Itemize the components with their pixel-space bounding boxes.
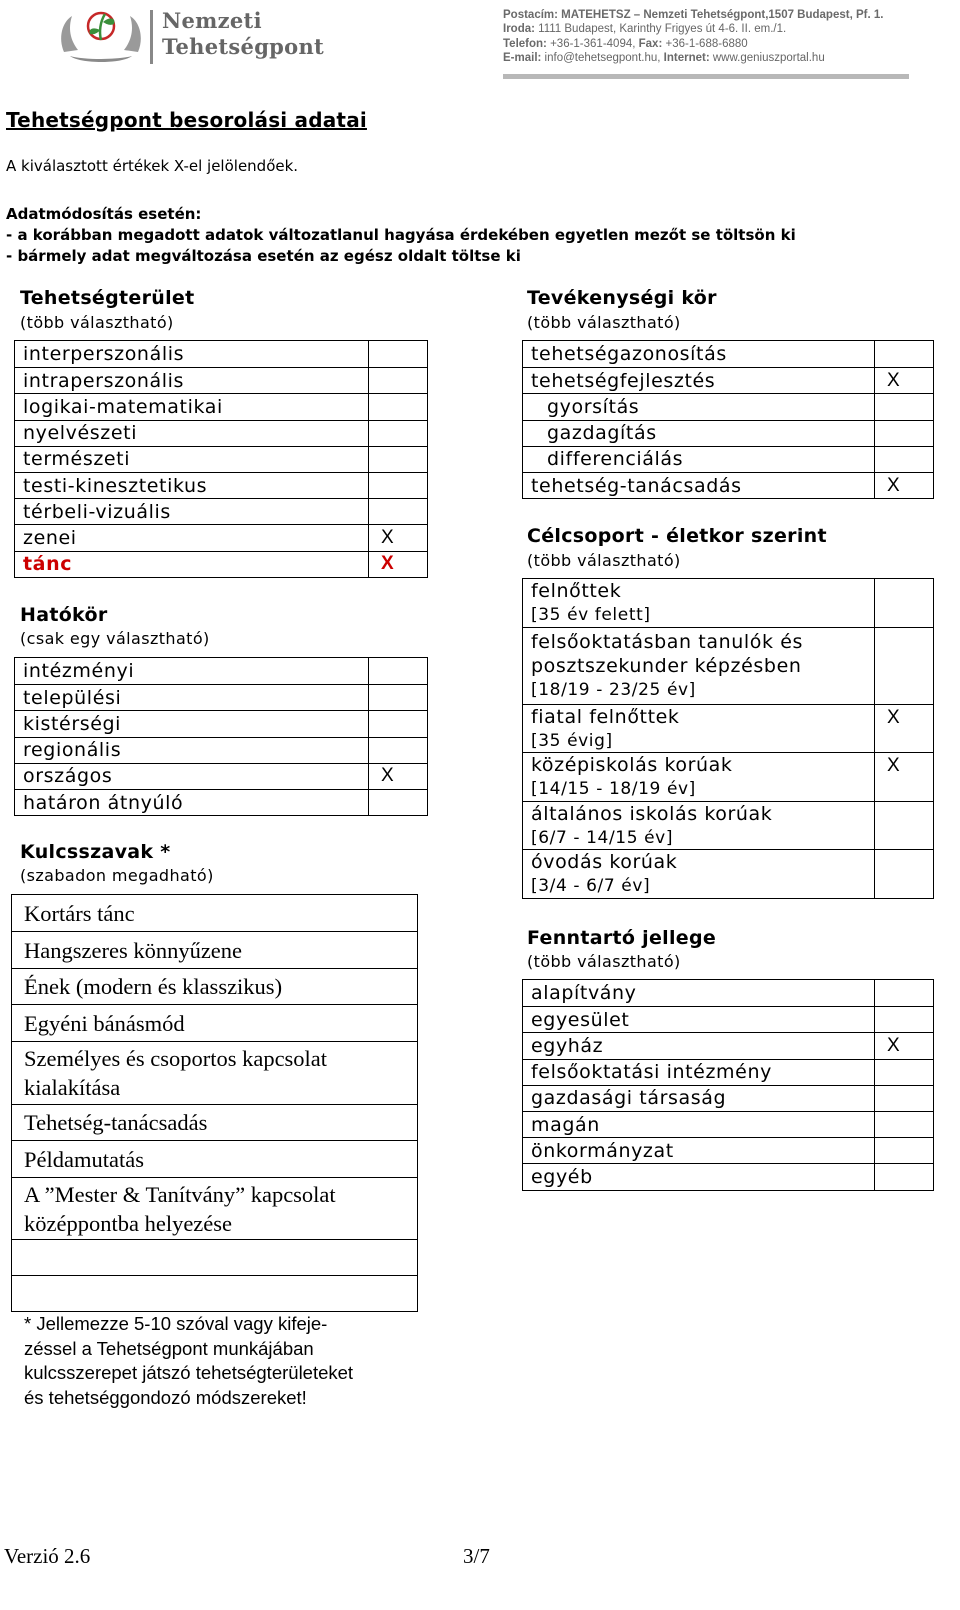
keyword-row[interactable] <box>12 968 417 1004</box>
keywords-table <box>11 894 418 1312</box>
option-label: magán <box>523 1111 875 1137</box>
modification-note: Adatmódosítás esetén: - a korábban megadott adatok változatlanul hagyása érdekében egyetlen mezőt se töltsön ki - bármely adat megváltozása esetén az egész oldalt töltse ki <box>6 205 796 265</box>
option-checkbox[interactable]: X <box>875 1032 933 1058</box>
scope-title: Hatókör <box>20 604 108 626</box>
scope-table <box>14 657 428 816</box>
target-group-label <box>523 849 875 898</box>
header-rule <box>503 74 909 79</box>
keyword-text: A ”Mester & Tanítvány” kapcsolat <box>24 1181 336 1207</box>
option-checkbox[interactable] <box>369 367 427 393</box>
talent-area-table <box>14 340 428 578</box>
activity-table <box>522 340 934 499</box>
option-checkbox[interactable] <box>369 737 427 763</box>
option-checkbox[interactable]: X <box>369 524 427 550</box>
option-checkbox[interactable] <box>875 420 933 446</box>
option-checkbox[interactable] <box>369 684 427 710</box>
option-checkbox[interactable] <box>875 1085 933 1111</box>
target-group-label <box>523 801 875 849</box>
talent-area-title: Tehetségterület <box>20 287 195 309</box>
keyword-row[interactable] <box>12 1004 417 1041</box>
scope-subtitle: (csak egy választható) <box>20 629 210 648</box>
option-label: természeti <box>15 446 369 472</box>
tehetsegpont-logo-icon <box>56 4 146 66</box>
keyword-text: Kortárs tánc <box>24 900 135 926</box>
option-checkbox[interactable] <box>875 393 933 419</box>
target-group-label <box>523 627 875 704</box>
option-checkbox[interactable]: X <box>875 367 933 393</box>
keywords-title: Kulcsszavak * <box>20 841 171 863</box>
option-label: zenei <box>15 524 369 550</box>
option-label: tehetség-tanácsadás <box>523 472 875 498</box>
keyword-text: Tehetség-tanácsadás <box>24 1110 208 1135</box>
option-checkbox[interactable] <box>875 579 933 627</box>
option-label: differenciálás <box>523 446 875 472</box>
keyword-row-empty[interactable] <box>12 1275 417 1311</box>
option-label: regionális <box>15 737 369 763</box>
keyword-row[interactable] <box>12 1140 417 1177</box>
target-group-name: posztszekunder képzésben <box>531 655 802 677</box>
talent-area-subtitle: (több választható) <box>20 313 174 332</box>
target-group-label <box>523 704 875 752</box>
option-label: nyelvészeti <box>15 420 369 446</box>
option-checkbox[interactable] <box>875 1059 933 1085</box>
target-group-age-range: [35 évig] <box>531 730 613 751</box>
option-checkbox[interactable] <box>369 446 427 472</box>
option-checkbox[interactable] <box>875 849 933 898</box>
target-group-table <box>522 578 934 899</box>
target-group-title: Célcsoport - életkor szerint <box>527 525 827 547</box>
logo-divider <box>150 10 153 64</box>
target-group-name: óvodás korúak <box>531 851 678 873</box>
keyword-row[interactable] <box>12 1104 417 1140</box>
version-label: Verzió 2.6 <box>4 1544 91 1568</box>
target-group-subtitle: (több választható) <box>527 551 681 570</box>
option-checkbox[interactable]: X <box>875 472 933 498</box>
maintainer-table <box>522 979 934 1191</box>
option-checkbox[interactable]: X <box>369 763 427 789</box>
option-label: intraperszonális <box>15 367 369 393</box>
target-group-name: középiskolás korúak <box>531 754 733 776</box>
option-checkbox[interactable] <box>369 341 427 367</box>
activity-title: Tevékenységi kör <box>527 287 717 309</box>
target-group-age-range: [35 év felett] <box>531 605 651 625</box>
option-label: települési <box>15 684 369 710</box>
keyword-text: Hangszeres könnyűzene <box>24 937 243 963</box>
option-label: intézményi <box>15 658 369 684</box>
target-group-label <box>523 579 875 627</box>
option-label: gazdasági társaság <box>523 1085 875 1111</box>
option-label: gyorsítás <box>523 393 875 419</box>
option-label: alapítvány <box>523 980 875 1006</box>
keyword-text: Egyéni bánásmód <box>24 1010 185 1036</box>
option-label: testi-kinesztetikus <box>15 472 369 498</box>
option-checkbox[interactable] <box>875 1006 933 1032</box>
option-label: felsőoktatási intézmény <box>523 1059 875 1085</box>
option-checkbox[interactable] <box>369 393 427 419</box>
option-checkbox[interactable] <box>369 420 427 446</box>
keyword-text: kialakítása <box>24 1075 121 1100</box>
target-group-name: fiatal felnőttek <box>531 705 680 728</box>
target-group-label <box>523 752 875 801</box>
option-checkbox[interactable] <box>875 1137 933 1163</box>
option-label: határon átnyúló <box>15 789 369 815</box>
logo-wordmark: Nemzeti Tehetségpont <box>162 8 325 59</box>
option-checkbox[interactable] <box>369 789 427 815</box>
keyword-row[interactable] <box>12 1041 417 1104</box>
option-checkbox[interactable]: X <box>875 752 933 801</box>
option-label: logikai-matematikai <box>15 393 369 419</box>
target-group-age-range: [6/7 - 14/15 év] <box>531 827 674 848</box>
keyword-row[interactable] <box>12 895 417 931</box>
option-label: tehetségfejlesztés <box>523 367 875 393</box>
option-label: tehetségazonosítás <box>523 341 875 367</box>
keyword-row-empty[interactable] <box>12 1239 417 1275</box>
keywords-footnote: * Jellemezze 5-10 szóval vagy kifeje- zéssel a Tehetségpont munkájában kulcsszerepet játszó tehetségterületeket és tehetséggondozó módszereket! <box>24 1313 354 1408</box>
contact-block: Postacím: MATEHETSZ – Nemzeti Tehetségpont,1507 Budapest, Pf. 1. Iroda: 1111 Budapest, Karinthy Frigyes út 4-6. II. em./1. Telefon: +36-1-361-4094, Fax: +36-1-688-6880 E-mail: info@tehetsegpont.hu, Internet: www.geniuszportal.hu <box>503 9 884 65</box>
instruction-text: A kiválasztott értékek X-el jelölendőek. <box>6 157 299 175</box>
page-title: Tehetségpont besorolási adatai <box>6 108 367 132</box>
page-number: 3/7 <box>463 1544 490 1568</box>
option-checkbox[interactable] <box>875 980 933 1006</box>
option-label: önkormányzat <box>523 1137 875 1163</box>
target-group-age-range: [3/4 - 6/7 év] <box>531 876 651 896</box>
keyword-row[interactable] <box>12 1177 417 1239</box>
option-checkbox[interactable]: X <box>369 551 427 577</box>
maintainer-subtitle: (több választható) <box>527 952 681 971</box>
option-label: kistérségi <box>15 710 369 736</box>
activity-subtitle: (több választható) <box>527 313 681 332</box>
option-label: egyház <box>523 1032 875 1058</box>
option-label: tánc <box>15 551 369 577</box>
option-checkbox[interactable] <box>875 1111 933 1137</box>
option-label: egyéb <box>523 1163 875 1189</box>
option-checkbox[interactable] <box>875 341 933 367</box>
option-checkbox[interactable] <box>369 472 427 498</box>
target-group-name: felsőoktatásban tanulók és <box>531 631 803 653</box>
option-label: térbeli-vizuális <box>15 498 369 524</box>
keyword-text: Személyes és csoportos kapcsolat <box>24 1046 328 1071</box>
target-group-name: felnőttek <box>531 580 622 602</box>
keyword-text: Ének (modern és klasszikus) <box>24 974 283 999</box>
option-checkbox[interactable] <box>369 498 427 524</box>
target-group-age-range: [18/19 - 23/25 év] <box>531 680 696 700</box>
option-checkbox[interactable] <box>875 801 933 849</box>
option-checkbox[interactable]: X <box>875 704 933 752</box>
option-label: egyesület <box>523 1006 875 1032</box>
option-checkbox[interactable] <box>875 1163 933 1189</box>
keywords-subtitle: (szabadon megadható) <box>20 866 214 885</box>
option-checkbox[interactable] <box>369 658 427 684</box>
keyword-text: középpontba helyezése <box>24 1210 233 1236</box>
option-label: gazdagítás <box>523 420 875 446</box>
option-checkbox[interactable] <box>875 446 933 472</box>
option-label: interperszonális <box>15 341 369 367</box>
target-group-name: általános iskolás korúak <box>531 802 773 825</box>
option-label: országos <box>15 763 369 789</box>
option-checkbox[interactable] <box>369 710 427 736</box>
keyword-row[interactable] <box>12 931 417 968</box>
maintainer-title: Fenntartó jellege <box>527 927 717 949</box>
option-checkbox[interactable] <box>875 627 933 704</box>
keyword-text: Példamutatás <box>24 1146 144 1172</box>
target-group-age-range: [14/15 - 18/19 év] <box>531 779 696 799</box>
